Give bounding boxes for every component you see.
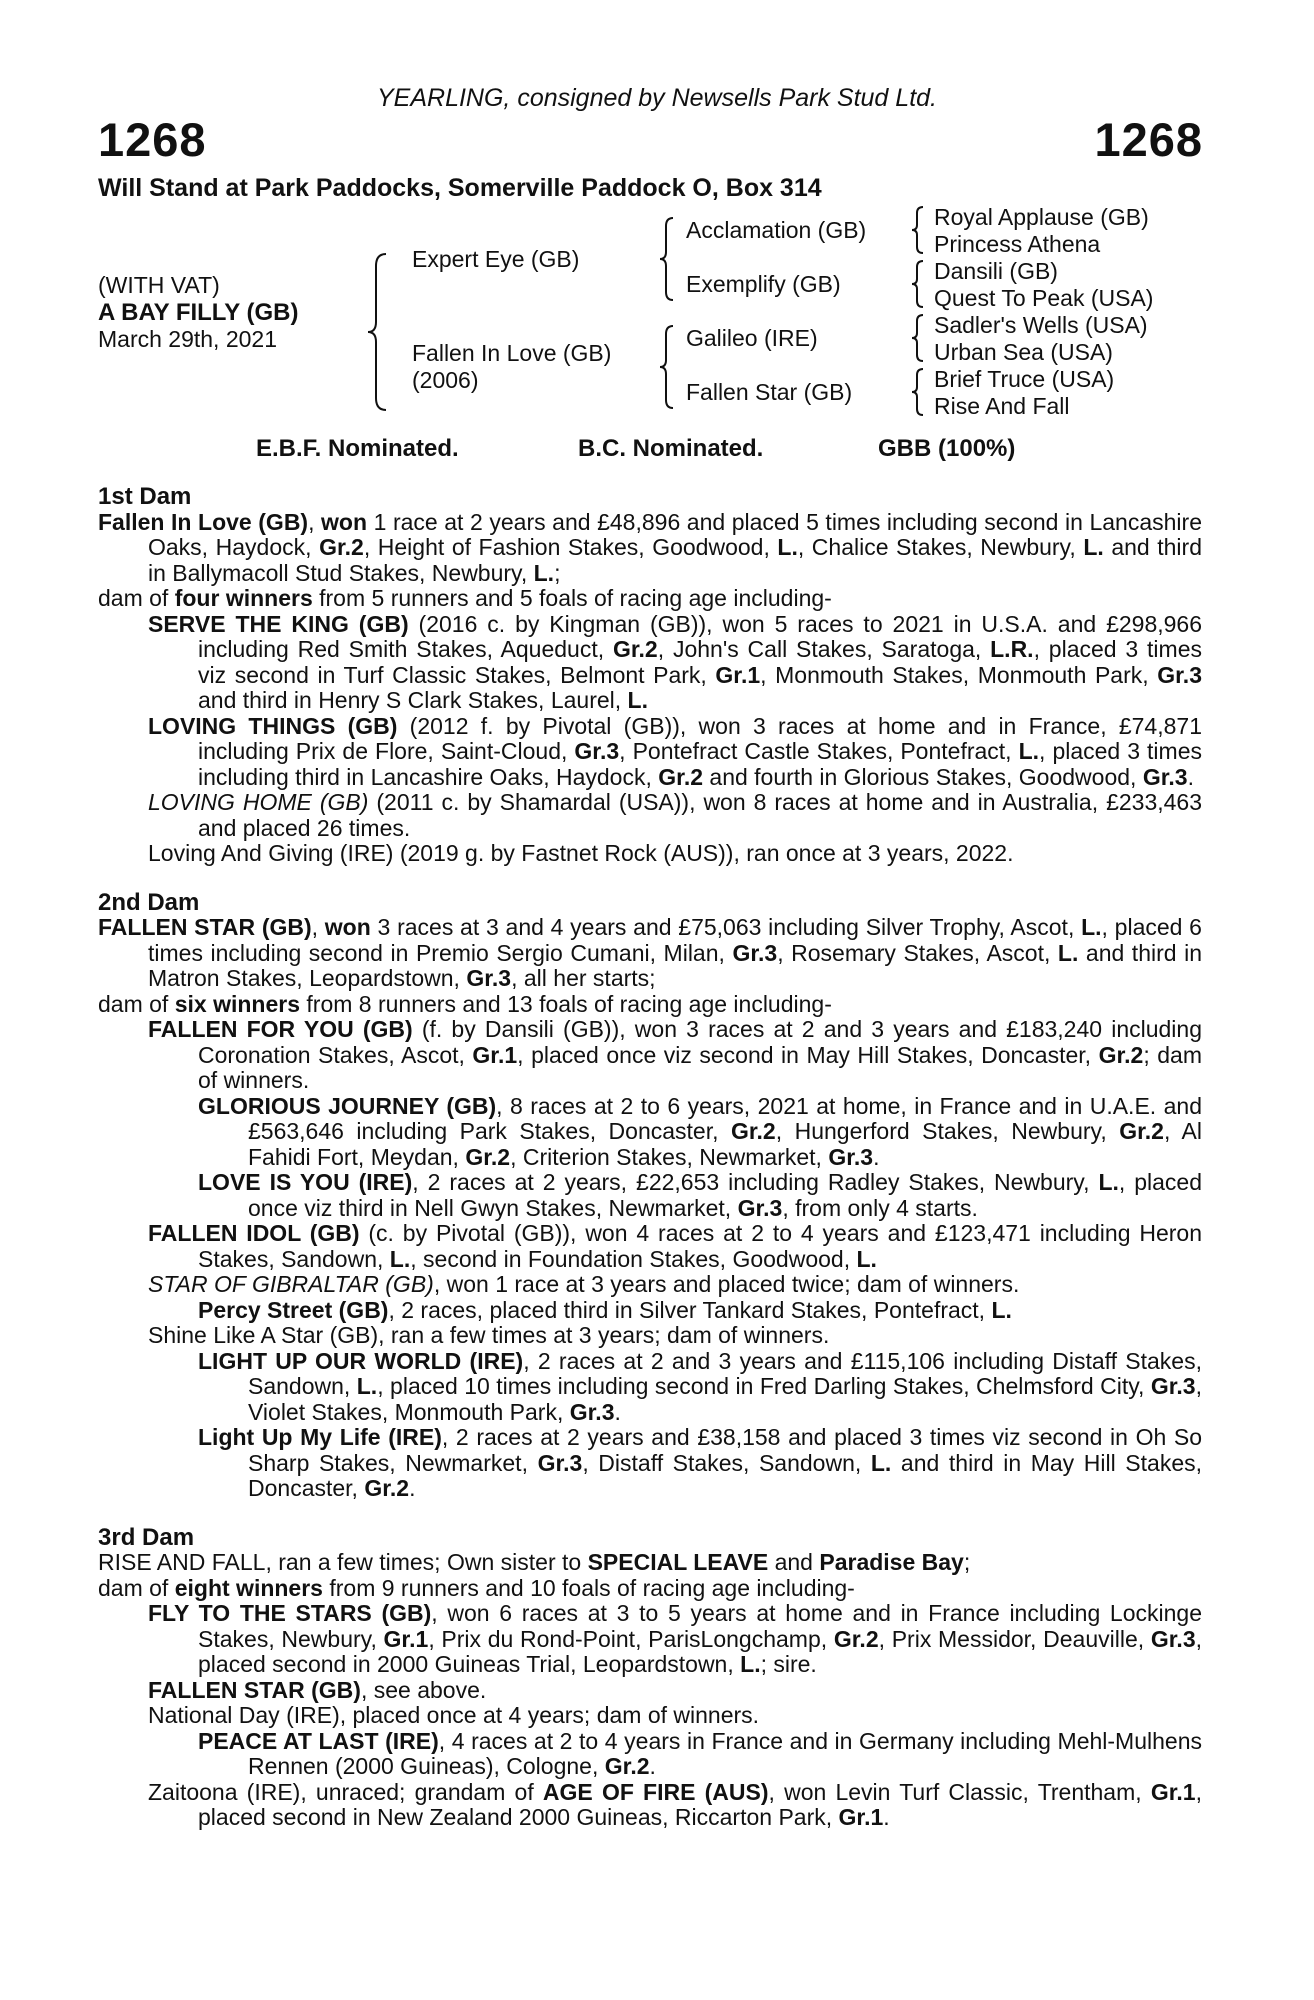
- grade-label: Gr.2: [1119, 1118, 1164, 1144]
- horse-name: SERVE THE KING (GB): [148, 610, 409, 637]
- horse-name: LOVE IS YOU (IRE): [198, 1169, 413, 1195]
- listed-label: L.R.: [990, 636, 1034, 662]
- text-run: dam of: [98, 585, 175, 611]
- progeny-entry: [98, 1221, 1202, 1272]
- text-run: .: [409, 1475, 416, 1501]
- won-label: won: [324, 914, 371, 940]
- progeny-entry: [98, 1425, 1202, 1502]
- text-run: , Chalice Stakes, Newbury,: [797, 534, 1084, 560]
- horse-name: Fallen In Love (GB): [98, 508, 309, 535]
- progeny-entry: [98, 1272, 1202, 1298]
- sire: Expert Eye (GB): [412, 246, 580, 272]
- listed-label: L.: [627, 687, 648, 713]
- listed-label: L.: [1057, 939, 1079, 966]
- text-run: , placed 6 times including second in Premio Sergio Cumani, Milan,: [148, 914, 1202, 966]
- text-run: and: [768, 1549, 820, 1575]
- listed-label: L.: [1083, 534, 1104, 560]
- text-run: dam of: [98, 990, 175, 1017]
- horse-name: SPECIAL LEAVE: [587, 1549, 769, 1575]
- gbb-status: GBB (100%): [878, 435, 1016, 462]
- ebf-nomination: E.B.F. Nominated.: [256, 435, 459, 462]
- grade-label: Gr.3: [1157, 661, 1202, 688]
- stand-location: Will Stand at Park Paddocks, Somerville Paddock O, Box 314: [98, 174, 822, 202]
- listed-label: L.: [1081, 914, 1102, 940]
- lot-number-right: 1268: [1094, 113, 1203, 166]
- text-run: ;: [963, 1549, 971, 1575]
- g3-ancestor-5: Sadler's Wells (USA): [934, 312, 1148, 338]
- section-second-dam: 2nd Dam: [98, 888, 200, 916]
- pedigree-brace-g3-3: [910, 313, 926, 363]
- text-run: , Monmouth Stakes, Monmouth Park,: [760, 661, 1158, 688]
- grade-label: Gr.2: [612, 636, 658, 662]
- text-run: Zaitoona (IRE), unraced; grandam of: [148, 1778, 543, 1805]
- grade-label: Gr.1: [472, 1041, 518, 1068]
- text-run: , Al Fahidi Fort, Meydan,: [248, 1118, 1202, 1170]
- g3-ancestor-1: Royal Applause (GB): [934, 204, 1149, 230]
- grade-label: Gr.3: [574, 738, 620, 764]
- text-run: , Violet Stakes, Monmouth Park,: [248, 1373, 1202, 1425]
- progeny-entry: [98, 841, 1202, 867]
- progeny-entry: [98, 1094, 1202, 1171]
- listed-label: L.: [777, 534, 798, 560]
- listed-label: L.: [870, 1449, 892, 1476]
- vat-note: (WITH VAT): [98, 272, 220, 298]
- grade-label: Gr.2: [364, 1475, 410, 1501]
- foaling-date: March 29th, 2021: [98, 326, 278, 352]
- horse-name: LIGHT UP OUR WORLD (IRE): [198, 1347, 524, 1374]
- grade-label: Gr.3: [732, 939, 778, 966]
- grade-label: Gr.2: [604, 1753, 650, 1779]
- text-run: , 2 races at 2 and 3 years and £115,106 including Distaff Stakes, Sandown,: [248, 1347, 1202, 1399]
- text-run: ;: [554, 559, 561, 586]
- text-run: , second in Foundation Stakes, Goodwood,: [410, 1245, 857, 1272]
- horse-name: PEACE AT LAST (IRE): [198, 1727, 439, 1754]
- horse-name: FALLEN FOR YOU (GB): [148, 1016, 413, 1042]
- grade-label: Gr.2: [319, 534, 364, 560]
- horse-name: FALLEN STAR (GB): [148, 1676, 361, 1703]
- text-run: , 2 races, placed third in Silver Tankard Stakes, Pontefract,: [388, 1296, 992, 1323]
- text-run: from 8 runners and 13 foals of racing age including-: [300, 990, 832, 1017]
- grade-label: Gr.3: [569, 1398, 615, 1425]
- grade-label: Gr.2: [730, 1118, 776, 1144]
- horse-name: Light Up My Life (IRE): [198, 1424, 442, 1450]
- g3-ancestor-4: Quest To Peak (USA): [934, 285, 1154, 311]
- pedigree-brace-dam: [658, 324, 676, 410]
- text-run: RISE AND FALL, ran a few times; Own sister to: [98, 1549, 588, 1575]
- text-run: ; dam of winners.: [198, 1041, 1202, 1093]
- horse-name: FALLEN STAR (GB): [98, 914, 312, 940]
- first-dam-produce-summary: [98, 586, 1202, 612]
- text-run: dam of: [98, 1574, 175, 1601]
- consignment-line: YEARLING, consigned by Newsells Park Stud Ltd.: [377, 84, 937, 112]
- third-dam-produce-summary: [98, 1576, 1202, 1602]
- text-run: (2016 c. by Kingman (GB)), won 5 races to 2021 in U.S.A. and £298,966 including Red Smith Stakes, Aqueduct,: [198, 610, 1203, 662]
- text-run: , won Levin Turf Classic, Trentham,: [768, 1778, 1151, 1805]
- pedigree-brace-g3-4: [910, 367, 926, 417]
- grade-label: Gr.1: [383, 1625, 429, 1652]
- progeny-entry: [98, 1780, 1202, 1831]
- text-run: , Prix du Rond-Point, ParisLongchamp,: [428, 1625, 834, 1652]
- grade-label: Gr.2: [658, 763, 704, 790]
- text-run: and fourth in Glorious Stakes, Goodwood,: [703, 763, 1143, 790]
- bc-nomination: B.C. Nominated.: [578, 435, 764, 462]
- text-run: from 9 runners and 10 foals of racing age including-: [322, 1574, 855, 1601]
- text-run: .: [1187, 763, 1194, 790]
- text-run: , placed 3 times including third in Lancashire Oaks, Haydock,: [198, 738, 1202, 790]
- text-run: , from only 4 starts.: [782, 1194, 978, 1221]
- text-run: .: [649, 1753, 656, 1779]
- text-run: , 2 races at 2 years, £22,653 including Radley Stakes, Newbury,: [412, 1169, 1099, 1195]
- g3-ancestor-6: Urban Sea (USA): [934, 339, 1113, 365]
- text-run: .: [614, 1398, 621, 1425]
- listed-label: L.: [533, 559, 555, 586]
- won-label: won: [321, 508, 368, 535]
- text-run: (f. by Dansili (GB)), won 3 races at 2 and 3 years and £183,240 including Coronation Stakes, Ascot,: [198, 1016, 1202, 1068]
- horse-name: Percy Street (GB): [198, 1296, 389, 1323]
- listed-label: L.: [1018, 738, 1040, 764]
- progeny-entry: [98, 612, 1202, 714]
- text-run: and third in Henry S Clark Stakes, Laurel,: [198, 687, 628, 713]
- grade-label: Gr.3: [1150, 1373, 1196, 1399]
- winners-count: eight winners: [174, 1574, 323, 1601]
- text-run: National Day (IRE), placed once at 4 years; dam of winners.: [148, 1702, 760, 1728]
- catalogue-body: [98, 484, 1202, 1831]
- progeny-entry: [98, 1349, 1202, 1426]
- text-run: , placed second in New Zealand 2000 Guineas, Riccarton Park,: [198, 1778, 1202, 1830]
- third-dam-entry: [98, 1550, 1202, 1576]
- progeny-entry: [98, 1678, 1202, 1704]
- text-run: , Hungerford Stakes, Newbury,: [775, 1118, 1120, 1144]
- pedigree-brace-main: [366, 252, 390, 412]
- progeny-entry: [98, 1703, 1202, 1729]
- grade-label: Gr.3: [1142, 763, 1188, 790]
- horse-name: GLORIOUS JOURNEY (GB): [198, 1092, 497, 1119]
- grade-label: Gr.3: [737, 1194, 783, 1221]
- text-run: (2011 c. by Shamardal (USA)), won 8 races at home and in Australia, £233,463 and placed 26 times.: [198, 789, 1202, 841]
- text-run: , 2 races at 2 years and £38,158 and placed 3 times viz second in Oh So Sharp Stakes, Newmarket,: [248, 1424, 1203, 1476]
- horse-description: A BAY FILLY (GB): [98, 299, 299, 326]
- text-run: 1 race at 2 years and £48,896 and placed 5 times including second in Lancashire Oaks, Haydock,: [148, 508, 1202, 560]
- listed-label: L.: [740, 1651, 761, 1677]
- text-run: , 4 races at 2 to 4 years in France and in Germany including Mehl-Mulhens Rennen (2000 Guineas), Cologne,: [248, 1727, 1202, 1779]
- g3-ancestor-7: Brief Truce (USA): [934, 366, 1115, 392]
- grade-label: Gr.3: [537, 1449, 583, 1476]
- text-run: .: [873, 1143, 880, 1170]
- horse-name: FLY TO THE STARS (GB): [148, 1600, 432, 1626]
- text-run: , won 1 race at 3 years and placed twice; dam of winners.: [433, 1271, 1020, 1297]
- sire-dam-name: Exemplify (GB): [686, 271, 841, 297]
- grade-label: Gr.2: [1098, 1041, 1144, 1068]
- dam-sire: Galileo (IRE): [686, 325, 818, 351]
- text-run: , won 6 races at 3 to 5 years at home and in France including Lockinge Stakes, Newbury,: [198, 1600, 1202, 1652]
- text-run: Loving And Giving (IRE) (2019 g. by Fastnet Rock (AUS)), ran once at 3 years, 2022.: [148, 840, 1014, 866]
- horse-name: STAR OF GIBRALTAR (GB): [148, 1271, 434, 1297]
- text-run: , Pontefract Castle Stakes, Pontefract,: [619, 738, 1019, 764]
- dam: Fallen In Love (GB): [412, 340, 612, 366]
- text-run: , 8 races at 2 to 6 years, 2021 at home, in France and in U.A.E. and £563,646 including Park Stakes, Doncaster,: [248, 1092, 1202, 1144]
- text-run: , Rosemary Stakes, Ascot,: [777, 939, 1058, 966]
- progeny-entry: [98, 1323, 1202, 1349]
- section-third-dam: 3rd Dam: [98, 1523, 195, 1551]
- listed-label: L.: [356, 1373, 378, 1399]
- grade-label: Gr.2: [833, 1625, 879, 1652]
- dam-year: (2006): [412, 367, 479, 393]
- grade-label: Gr.3: [466, 965, 512, 991]
- grade-label: Gr.1: [715, 661, 761, 688]
- text-run: and third in Matron Stakes, Leopardstown,: [148, 939, 1202, 991]
- listed-label: L.: [1098, 1169, 1119, 1195]
- grade-label: Gr.3: [828, 1143, 874, 1170]
- grade-label: Gr.1: [1150, 1778, 1196, 1805]
- text-run: (c. by Pivotal (GB)), won 4 races at 2 to 4 years and £123,471 including Heron Stakes, Sandown,: [198, 1220, 1202, 1272]
- listed-label: L.: [389, 1245, 411, 1272]
- grade-label: Gr.3: [1150, 1625, 1196, 1652]
- text-run: , Criterion Stakes, Newmarket,: [510, 1143, 829, 1170]
- text-run: (2012 f. by Pivotal (GB)), won 3 races at home and in France, £74,871 including Prix de Flore, Saint-Cloud,: [198, 712, 1202, 764]
- text-run: , placed second in 2000 Guineas Trial, Leopardstown,: [198, 1625, 1203, 1677]
- winners-count: four winners: [174, 585, 313, 611]
- progeny-entry: [98, 1170, 1202, 1221]
- second-dam-entry: FALLEN STAR (GB), won 3 races at 3 and 4 years and £75,063 including Silver Trophy, Ascot, L., placed 6 times including second in Premio Sergio Cumani, Milan, Gr.3, Rosemary Stakes, Ascot, L. and third in Matron Stakes, Leopardstown, Gr.3, all her starts;: [98, 914, 1202, 991]
- text-run: from 5 runners and 5 foals of racing age including-: [312, 585, 832, 611]
- text-run: , placed 3 times viz second in Turf Classic Stakes, Belmont Park,: [198, 636, 1202, 688]
- text-run: , Prix Messidor, Deauville,: [878, 1625, 1151, 1652]
- horse-name: Paradise Bay: [819, 1549, 964, 1575]
- pedigree-brace-g3-2: [910, 259, 926, 309]
- pedigree-brace-g3-1: [910, 205, 926, 255]
- g3-ancestor-2: Princess Athena: [934, 231, 1101, 257]
- g3-ancestor-8: Rise And Fall: [934, 393, 1070, 419]
- text-run: and third in May Hill Stakes, Doncaster,: [248, 1449, 1202, 1501]
- text-run: and third in Ballymacoll Stud Stakes, Newbury,: [148, 534, 1202, 586]
- second-dam-produce-summary: [98, 992, 1202, 1018]
- pedigree-brace-sire: [658, 216, 676, 302]
- winners-count: six winners: [174, 990, 300, 1017]
- progeny-entry: [98, 714, 1202, 791]
- progeny-entry: [98, 1601, 1202, 1678]
- grade-label: Gr.2: [465, 1143, 511, 1170]
- text-run: .: [883, 1804, 890, 1830]
- progeny-entry: [98, 1298, 1202, 1324]
- horse-name: LOVING HOME (GB): [148, 789, 369, 815]
- text-run: , placed once viz third in Nell Gwyn Stakes, Newmarket,: [248, 1169, 1203, 1221]
- text-run: ; sire.: [760, 1651, 817, 1677]
- listed-label: L.: [991, 1296, 1012, 1323]
- text-run: , placed 10 times including second in Fred Darling Stakes, Chelmsford City,: [377, 1373, 1151, 1399]
- text-run: , see above.: [360, 1676, 487, 1703]
- text-run: , John's Call Stakes, Saratoga,: [657, 636, 991, 662]
- progeny-entry: [98, 790, 1202, 841]
- text-run: , Height of Fashion Stakes, Goodwood,: [363, 534, 778, 560]
- text-run: , all her starts;: [511, 965, 656, 991]
- text-run: , placed once viz second in May Hill Stakes, Doncaster,: [517, 1041, 1099, 1068]
- progeny-entry: [98, 1017, 1202, 1094]
- dam-dam: Fallen Star (GB): [686, 379, 853, 405]
- section-first-dam: 1st Dam: [98, 483, 192, 510]
- g3-ancestor-3: Dansili (GB): [934, 258, 1058, 284]
- lot-number-left: 1268: [98, 113, 207, 166]
- horse-name: LOVING THINGS (GB): [148, 712, 398, 739]
- horse-name: FALLEN IDOL (GB): [148, 1220, 360, 1246]
- first-dam-entry: Fallen In Love (GB), won 1 race at 2 years and £48,896 and placed 5 times including second in Lancashire Oaks, Haydock, Gr.2, Height of Fashion Stakes, Goodwood, L., Chalice Stakes, Newbury, L. and third in Ballymacoll Stud Stakes, Newbury, L.;: [98, 508, 1202, 586]
- grade-label: Gr.1: [838, 1804, 884, 1830]
- text-run: , Distaff Stakes, Sandown,: [582, 1449, 871, 1476]
- progeny-entry: [98, 1729, 1202, 1780]
- text-run: 3 races at 3 and 4 years and £75,063 including Silver Trophy, Ascot,: [370, 914, 1082, 940]
- horse-name: AGE OF FIRE (AUS): [542, 1778, 769, 1805]
- text-run: Shine Like A Star (GB), ran a few times at 3 years; dam of winners.: [148, 1322, 830, 1348]
- listed-label: L.: [856, 1245, 877, 1272]
- sire-sire: Acclamation (GB): [686, 217, 867, 243]
